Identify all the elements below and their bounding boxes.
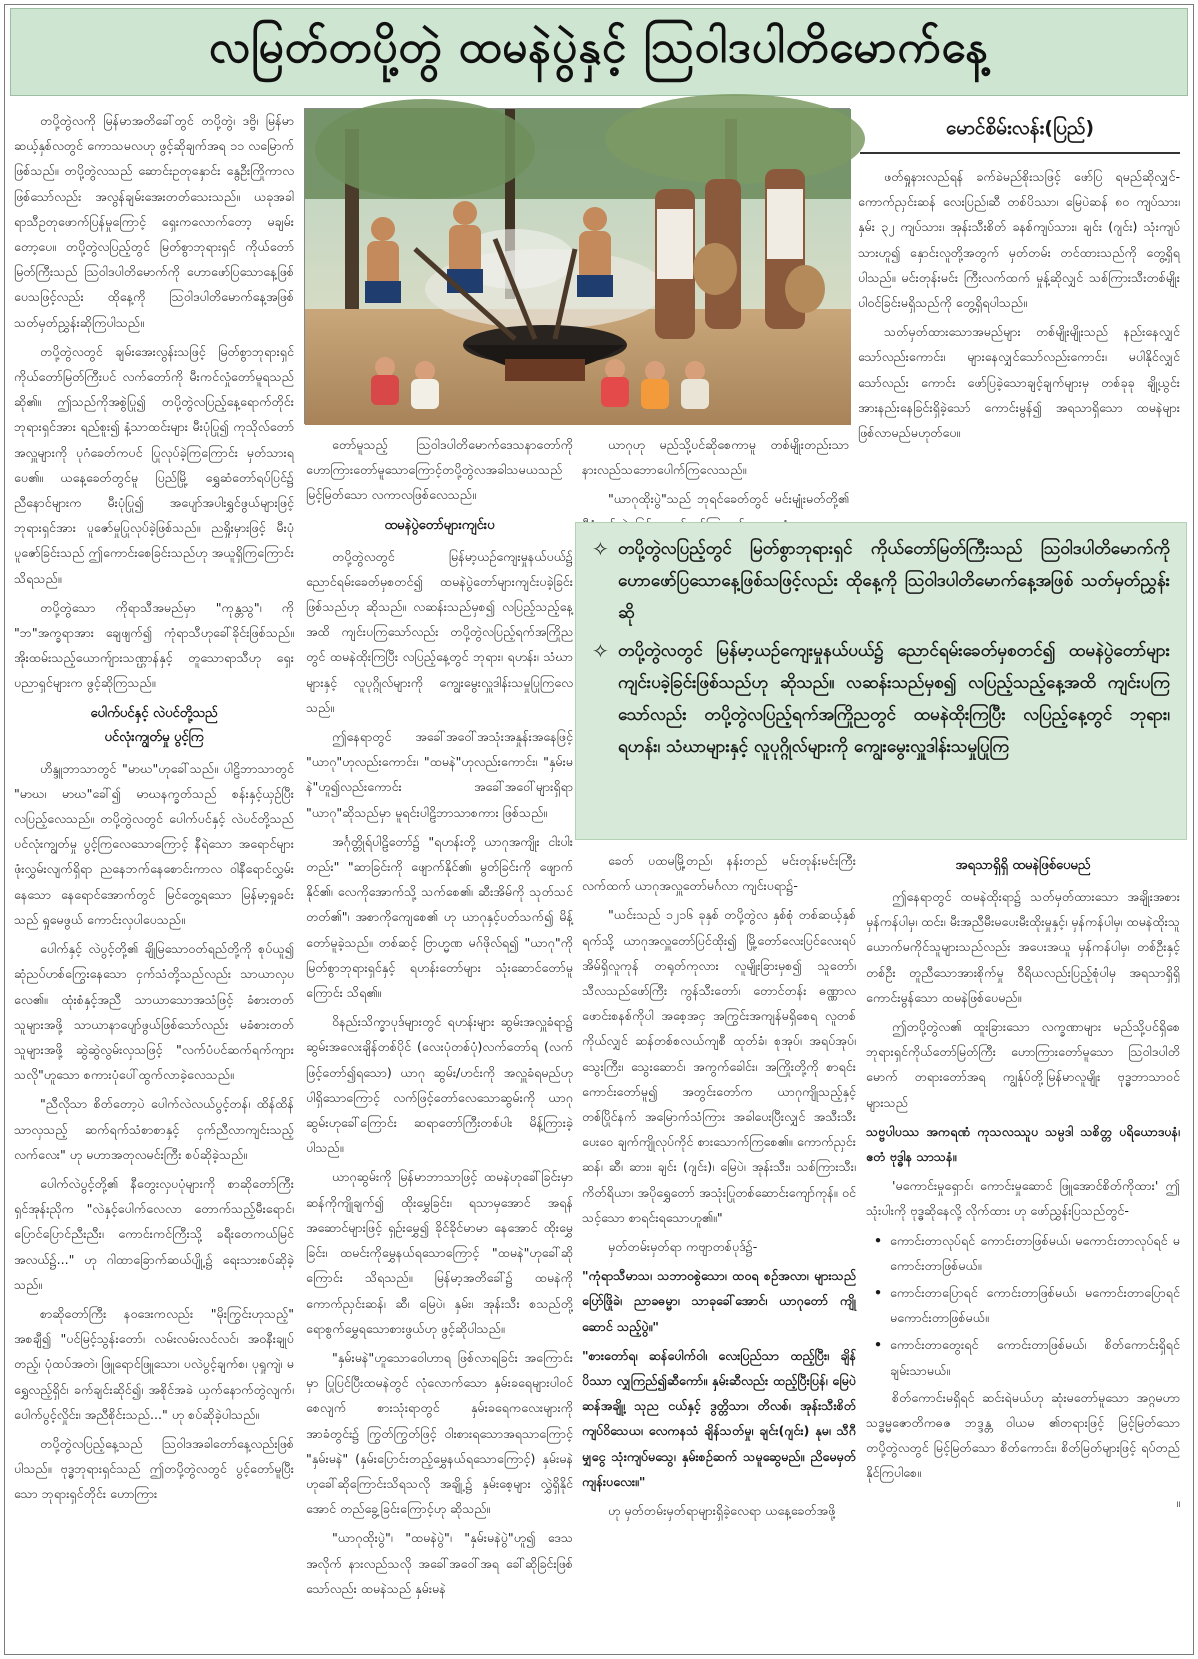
paragraph: အင်္ဂုတ္တိုရ်ပါဠိတော်၌ "ရဟန်းတို့ ယာဂုအကျိုး ငါးပါးတည်း" "ဆာခြင်းကို ဖျောက်နိုင်၏၊ မွတ်ခြင်းကို ဖျောက်နိုင်၏၊ လေကိုအောက်သို့ သက်စေ၏၊ ဆီးအိမ်ကို သုတ်သင်တတ်၏"၊ အစာကိုကျေစေ၏ ဟု ယာဂုနှင့်ပတ်သက်၍ မိန့်တော်မူခဲ့သည်။ တစ်ဆင့် ဗြာဟ္မဏ မဂ်ဖိုလ်ရ၍ "ယာဂု"ကို မြတ်စွာဘုရားရှင်နှင့် ရဟန်းတော်များ သုံးဆောင်တော်မူကြောင်း သိရ၏။ [306, 833, 573, 1001]
column-6 [582, 848, 856, 1648]
sparkle-icon: ✧ [592, 639, 609, 663]
column-1 [14, 108, 294, 1648]
pull-quote-box [575, 522, 1187, 840]
teaching-list [866, 1228, 1180, 1383]
festival-photo [304, 108, 850, 424]
sparkle-icon: ✧ [592, 537, 609, 561]
section-heading: အရသာရှိရှိ ထမနဲဖြစ်ပေမည် [955, 858, 1091, 873]
festival-photo-illustration [305, 109, 851, 425]
section-heading-line-1: ပေါက်ပင်နှင့် လဲပင်တို့သည် [90, 705, 218, 721]
column-2 [306, 432, 573, 1648]
paragraph: ဟိန္ဒူဘာသာတွင် "မာဃ"ဟုခေါ်သည်။ ပါဠိဘာသာတွင် "မာဃ၊ မာဃ"ခေါ်၍ မာဃနက္ခတ်သည် စန်းနှင့်ယှဉ်ပြီး လပြည့်လေသည်။ တပို့တွဲလတွင် ပေါက်ပင်နှင့် လဲပင်တို့သည် ပင်လုံးကျွတ်မှု ပွင့်ကြလေသောကြောင့် နီရဲသော အရောင်များ ဖုံးလွှမ်းလျက်ရှိရာ ညနေဘက်နေစောင်းကာလ ဝါနီရောင်လွှမ်းနေသော နေရောင်အောက်တွင် မြင်တွေ့ရသော မြန်မာ့ရှုခင်းသည် ရှုမေဖွယ် ကောင်းလှပါပေသည်။ [14, 760, 294, 927]
paragraph: "ယင်းသည် ၁၂၁၆ ခုနှစ် တပို့တွဲလ နှစ်စုံ တစ်ဆယ့်နှစ်ရက်သို့ ယာဂုအလှူတော်ပြင်ထိုး၍ မြို့တော်လေးပြင်လေးရပ် အိမ်ရှိလူကုန် တရုတ်ကုလား လူမျိုးခြားမှစ၍ သူတော်၊ သီလသည်ဖော်ကြီး ကွန်သီးတော်၊ တောင်တန်း ဓဏ္ဏာလဖောင်းစနစ်ကိုပါ အစေ့အငှ အကြွင်းအကျန်မရှိစေရ လူတစ်ကိုယ်လျှင် ဆန်တစ်စလယ်ကျစီ ထုတ်ခံ၊ စုအုပ်၊ အရပ်အုပ်၊ သွေးကြီး၊ သွေးဆောင်၊ အကွက်ခေါင်း၊ အကြိုးတို့ကို စာရင်းကောင်းတော်မူ၍ အတွင်းတော်က ယာဂုကျိုသည့်နှင့်တစ်ပြိုင်နက် အမြောက်သံကြား အခါပေးပြီးလျှင် အသီးသီးပေးဝေ ချက်ကျိုလုပ်ကိုင် စားသောက်ကြစေ၏။ ကောက်ညှင်းဆန်၊ ဆီ၊ ဆား၊ ချင်း (ဂျင်း)၊ မြေပဲ၊ အုန်းသီး၊ သစ်ကြားသီး၊ ကိတ်ရိယာ၊ အပိုရွှေတော် အသုံးပြုတစ်ဆောင်းကျော်ကုန်။ ဝင်သင့်သော စာရင်းရသောဟူ၏။" [582, 907, 856, 1225]
paragraph: ပေါက်လဲပွင့်တို့၏ နီတွေးလှပပုံများကို စာဆိုတော်ကြီး ရှင်အုန်းညိုက "လဲနှင့်ပေါက်လေလာ တောက်သည့်မီးရောင်၊ ပြောင်ပြောင်ညီးညီး၊ ကောင်းကင်ကြီးသို့ ခရီးတေကယ်မြင်အလယ်၌..." ဟု ဂါထာခြောက်ဆယ်ပျို့၌ ရေးသားစပ်ဆိုခဲ့သည်။ [14, 1175, 294, 1292]
paragraph: ဟု မှတ်တမ်းမှတ်ရာများရှိခဲ့လေရာ ယနေ့ခေတ်အဖို့ [608, 1503, 836, 1519]
paragraph: တပို့တွဲလတွင် ချမ်းအေးလွန်းသဖြင့် မြတ်စွာဘုရားရှင်ကိုယ်တော်မြတ်ကြီးပင် လက်တော်ကို မီးကင်လှုံတော်မူရသည်ဆို၏။ ဤသည်ကိုအစွဲပြု၍ တပို့တွဲလပြည့်နေ့ရောက်တိုင်း ဘုရားရှင်အား ရည်စူး၍ နံ့သာထင်းများ မီးပုံပြု၍ ကုသိုလ်တော်အလှူများကို ပုဂံခေတ်ကပင် ပြုလုပ်ခဲ့ကြကြောင်း မှတ်သားရပေ၏။ ယနေ့ခေတ်တွင်မူ ပြည်မြို့ ရွှေဆံတော်ရပ်ပြင်၌ ညီနောင်များက မီးပုံပြု၍ အပျော်အပါးရွှင်ဖွယ်များဖြင့် ဘုရားရှင်အား ပူဇော်မှုပြုလုပ်ခဲ့ဖြစ်သည်။ ညရှိုးမှားဖြင့် မီးပုံပူဇော်ခြင်းသည် ဤကောင်းစေခြင်းသည်ဟု အယူရှိကြကြောင်းသိရသည်။ [14, 343, 294, 586]
section-heading: ထမနဲပွဲတော်များကျင်းပ [384, 517, 495, 533]
paragraph: စိတ်ကောင်းမရှိရင် ဆင်းရဲမယ်ဟု ဆုံးမတော်မူသော အဂ္ဂမဟာ သဒ္ဓမ္မဇောတိကဓဇ ဘဒ္ဒန္တ ဝါယမ ၏တရားဖြင့် မြင့်မြတ်သောတပို့တွဲလတွင် မြင့်မြတ်သော စိတ်ကောင်း၊ စိတ်မြတ်များဖြင့် ရပ်တည် နိုင်ကြပါစေ။ [866, 1389, 1180, 1481]
paragraph: တပို့တွဲလကို မြန်မာအတိခေါ်တွင် တပို့တွဲ၊ ဒဗ္ဗိ၊ မြန်မာဆယ့်နှစ်လတွင် ကောသမလဟု ဖွင့်ဆိုချက်အရ ၁၁ လမြောက်ဖြစ်သည်။ တပို့တွဲလသည် ဆောင်းဥတုနှောင်း နွေဦးကြိုကာလဖြစ်သော်လည်း အလွန်ချမ်းအေးတတ်သေးသည်။ ယခုအခါ ရာသီဥတုဖောက်ပြန်မှုကြောင့် ရှေးကလောက်တော့ မချမ်းတော့ပေ။ တပို့တွဲလပြည့်တွင် မြတ်စွာဘုရားရှင် ကိုယ်တော်မြတ်ကြီးသည် သြဝါဒပါတိမောက်ကို ဟောဖော်ပြသောနေ့ဖြစ်ပေသဖြင့်လည်း ထိုနေ့ကို သြဝါဒပါတိမောက်နေ့အဖြစ် သတ်မှတ်ညွှန်းဆိုကြပါသည်။ [14, 113, 294, 330]
headline: လမြတ်တပို့တွဲ ထမနဲပွဲနှင့် သြဝါဒပါတိမောက်နေ့ [208, 22, 990, 73]
pull-quote-item [592, 533, 1170, 629]
paragraph: ဤနေရာတွင် အခေါ်အဝေါ်အသုံးအနှုန်းအနေဖြင့် "ယာဂု"ဟုလည်းကောင်း၊ "ထမနဲ"ဟုလည်းကောင်း၊ "နှမ်းမနဲ"ဟူ၍လည်းကောင်း အခေါ်အဝေါ်များရှိရာ "ယာဂု"ဆိုသည်မှာ မူရင်းပါဠိဘာသာစကား ဖြစ်သည်။ [306, 729, 573, 820]
verse-line: "ကုံရာသီမာသ၊ သဘာဝစွဲသော၊ ထဝရ စဉ်အလာ၊ များသည်ပြော်ဖြိုခဲ၊ ညာခဓမ္မာ၊ သာခုခေါ်အောင်၊ ယာဂုတော် ကျိုဆောင် သည့်ပွဲ။" [582, 1268, 856, 1334]
headline-banner [10, 8, 1188, 96]
paragraph: "ညီလိုသာ စိတ်တော့ပဲ ပေါက်လဲလယ်ပွင့်တန်၊ ထိန်ထိန်သာလှသည့် ဆက်ရက်သံစာစာနှင့် ငှက်ညီလာကျင်းသည့်လက်လေး" ဟု မဟာအတုလမင်းကြီး စပ်ဆိုခဲ့သည်။ [14, 1096, 294, 1162]
pull-quote-text: တပို့တွဲလပြည့်တွင် မြတ်စွာဘုရားရှင် ကိုယ်တော်မြတ်ကြီးသည် သြဝါဒပါတိမောက်ကို ဟောဖော်ပြသောနေ့ဖြစ်သဖြင့်လည်း ထိုနေ့ကို သြဝါဒပါတိမောက်နေ့အဖြစ် သတ်မှတ်ညွှန်းဆို [618, 539, 1170, 623]
section-heading-line-2: ပင်လုံးကျွတ်မှု ပွင့်ကြ [104, 729, 204, 745]
column-4 [858, 164, 1180, 520]
paragraph: တပို့တွဲလတွင် မြန်မာ့ယဉ်ကျေးမှုနယ်ပယ်၌ ညောင်ရမ်းခေတ်မှစတင်၍ ထမနဲပွဲတော်များကျင်းပခဲ့ခြင်းဖြစ်သည်ဟု ဆိုသည်။ လဆန်းသည်မှစ၍ လပြည့်သည့်နေ့အထိ ကျင်းပကြသော်လည်း တပို့တွဲလပြည့်ရက်အကြိုညတွင် ထမနဲထိုးကြပြီး လပြည့်နေ့တွင် ဘုရား၊ ရဟန်း၊ သံဃာများနှင့် လူပုဂ္ဂိုလ်များကို ကျွေးမွေးလှူဒါန်းသမှုပြုကြလေသည်။ [306, 548, 573, 715]
pull-quote-item [592, 635, 1170, 763]
paragraph: တပို့တွဲလပြည့်နေ့သည် သြဝါဒအခါတော်နေ့လည်းဖြစ်ပါသည်။ ဗုဒ္ဓဘုရားရှင်သည် ဤတပို့တွဲလတွင် ပွင့်တော်မူပြီးသော ဘုရားရှင်တိုင်း ဟောကြား [14, 1435, 294, 1502]
paragraph: 'မကောင်းမှုရှောင်၊ ကောင်းမှုဆောင် ဖြူအောင်စိတ်ကိုထား' ဤသုံးပါးကို ဗုဒ္ဓဆိုနေလို့ လိုက်ထား ဟု ဖော်ညွှန်းပြသည်တွင်- [866, 1178, 1180, 1219]
paragraph: "ယာဂုထိုးပွဲ"သည် ဘုရင်ခေတ်တွင် မင်းမျုံးမတ်တို့၏ [608, 491, 849, 507]
paragraph: "နှမ်းမနဲ"ဟူသောဝေါဟာရ ဖြစ်လာရခြင်း အကြောင်းမှာ ပြုပြင်ပြီးထမနဲတွင် လုံလောက်သော နှမ်းခရေများပါဝင်စေလျက် စားသုံးရာတွင် နှမ်းခရေကလေးများကို အာခံတွင်း၌ ကြွတ်ကြွတ်ဖြင့် ဝါးစားရသောအရသာကြောင့် "နှမ်းမနဲ" (နှမ်းပြောင်းတည့်မွှေနယ်ရသောကြောင့်) နှမ်းမနဲဟုခေါ်ဆိုကြောင်းသိရသလို အချို့၌ နှမ်းစေ့များ လွှဲရှိနိုင်အောင် တည်ခွေ့ခြင်းကြောင့်ဟု ဆိုသည်။ [306, 1349, 573, 1517]
author-name: မောင်စိမ်းလန်း(ပြည်) [945, 117, 1095, 139]
pull-quote-text: တပို့တွဲလတွင် မြန်မာ့ယဉ်ကျေးမှုနယ်ပယ်၌ ညောင်ရမ်းခေတ်မှစတင်၍ ထမနဲပွဲတော်များကျင်းပခဲ့ခြင်းဖြစ်သည်ဟု ဆိုသည်။ လဆန်းသည်မှစ၍ လပြည့်သည့်နေ့အထိ ကျင်းပကြသော်လည်း တပို့တွဲလပြည့်ရက်အကြိုညတွင် ထမနဲထိုးကြပြီး လပြည့်နေ့တွင် ဘုရား၊ ရဟန်း၊ သံဃာများနှင့် လူပုဂ္ဂိုလ်များကို ကျွေးမွေးလှူဒါန်းသမှုပြုကြ [618, 641, 1170, 757]
verse-quote [582, 1263, 856, 1494]
list-item: • ကောင်းတာပြောရင် ကောင်းတာဖြစ်မယ်၊ မကောင်းတာပြောရင် မကောင်းတာဖြစ်မယ်။ [874, 1280, 1180, 1330]
paragraph: ခေတ် ပထမမြို့တည်၊ နန်းတည် မင်းတုန်းမင်းကြီးလက်ထက် ယာဂုအလှူတော်မင်္ဂလာ ကျင်းပရာ၌- [582, 853, 856, 894]
paragraph: ဖတ်ရှုနားလည်ရန် ခက်ခဲမည်စိုးသဖြင့် ဖော်ပြ ရမည်ဆိုလျှင်- ကောက်ညှင်းဆန် လေးပြည်၊ဆီ တစ်ပိဿာ၊ မြေပဲဆန် ၈၀ ကျပ်သား၊ နှမ်း ၃၂ ကျပ်သား၊ အုန်းသီးစိတ် ခနစ်ကျပ်သား၊ ချင်း (ဂျင်း) သုံးကျပ်သားဟူ၍ နှောင်းလူတို့အတွက် မှတ်တမ်း တင်ထားသည်ကို တွေ့ရှိရပါသည်။ မင်းတုန်းမင်း ကြီးလက်ထက် မှုန့်ဆိုလျှင် သစ်ကြားသီးတစ်မျိုး ပါဝင်ခြင်းမရှိသည်ကို တွေ့ရှိရပါသည်။ [858, 169, 1180, 311]
list-item: • ကောင်းတာတွေးရင် ကောင်းတာဖြစ်မယ်၊ စိတ်ကောင်းရှိရင် ချမ်းသာမယ်။ [874, 1332, 1180, 1382]
column-3 [582, 432, 849, 522]
end-mark: ။ [1176, 1494, 1180, 1510]
paragraph: ဤတပို့တွဲလ၏ ထူးခြားသော လက္ခဏာများ မည်သို့ပင်ရှိစေ ဘုရားရှင်ကိုယ်တော်မြတ်ကြီး ဟောကြားတော်မူသော သြဝါဒပါတိမောက် တရားတော်အရ ကျွန်ုပ်တို့မြန်မာလူမျိုး ဗုဒ္ဓဘာသာဝင်များသည် [866, 1019, 1180, 1110]
paragraph: မှတ်တမ်းမှတ်ရာ ကဗျာတစ်ပုဒ်၌- [608, 1239, 758, 1255]
author-byline [860, 108, 1180, 154]
paragraph: ဤနေရာတွင် ထမနဲထိုးရာ၌ သတ်မှတ်ထားသော အချိုးအစားမှန်ကန်ပါမှ၊ ထင်း၊ မီးအညီမီးမပေးမီးထိုးမှုနှင့်၊ မှန်ကန်ပါမှ၊ ထမနဲထိုးသူ ယောက်မကိုင်သူများသည်လည်း အပေးအယူ မှန်ကန်ပါမှ၊ တစ်ဦးနှင့်တစ်ဦး တူညီသောအားစိုက်မှု ဝီရိယလည်းပြည့်စုံပါမှ အရသာရှိရှိကောင်းမွန်သော ထမနဲဖြစ်ပေမည်။ [866, 889, 1180, 1005]
section-heading [14, 702, 294, 750]
paragraph: တော်မူသည့် သြဝါဒပါတိမောက်ဒေသနာတော်ကို ဟောကြားတော်မူသောကြောင့်တပို့တွဲလအခါသမယသည် မြင့်မြတ်သော လကာလဖြစ်လေသည်။ [306, 437, 573, 503]
paragraph: ယာဂုဆွမ်းကို မြန်မာဘာသာဖြင့် ထမနဲဟုခေါ်ခြင်းမှာ ဆန်ကိုကျိုချက်၍ ထိုးမွှေခြင်း၊ ရသာမှအောင် အရန်အဆောင်များဖြင့် ရှဉ်းမွှေ၍ ခိုင်ခိုင်မာမာ နေအောင် ထိုးမွှေခြင်း၊ ထမင်းကိုမွှေနယ်ရသောကြောင့် "ထမနဲ"ဟုခေါ်ဆိုကြောင်း သိရသည်။ မြန်မာ့အတိခေါ်၌ ထမနဲကို ကောက်ညှင်းဆန်၊ ဆီ၊ မြေပဲ၊ နှမ်း၊ အုန်းသီး စသည်တို့ ရောစွက်မွှေရသောစားဖွယ်ဟု ဖွင့်ဆိုပါသည်။ [306, 1169, 573, 1336]
pali-text: သဗ္ဗပါပဿ အကရဏံ ကုသလဿူပ သမ္ပဒါ သစိတ္တ ပရိယောဒပနံ၊ ဧတံ ဗုဒ္ဓါန သာသနံ။ [866, 1123, 1180, 1165]
paragraph: သတ်မှတ်ထားသောအမည်များ တစ်မျိုးမျိုးသည် နည်းနေလျှင်သော်လည်းကောင်း၊ များနေလျှင်သော်လည်းကောင်း၊ မပါနိုင်လျှင်သော်လည်း ကောင်း ဖော်ပြခဲ့သောချင့်ချက်များမှ တစ်ခုခု ချို့ယွင်းအားနည်းနေခြင်းရှိခဲ့သော် ကောင်းမွန်၍ အရသာရှိသော ထမနဲများဖြစ်လာမည်မဟုတ်ပေ။ [858, 324, 1180, 441]
paragraph: ဝိနည်းသိက္ခာပုဒ်များတွင် ရဟန်းများ ဆွမ်းအလှူခံရာ၌ ဆွမ်းအလေးချိန်တစ်ပိုင် (လေးပုံတစ်ပုံ)လက်တော်ရ (လက်ဖြင့်တော်၍ရသော) ယာဂု ဆွမ်း/ဟင်းကို အလှူခံရမည်ဟု ပါရှိသောကြောင့် လက်ဖြင့်တော်လေသောဆွမ်းကို ယာဂုဆွမ်းဟုခေါ်ကြောင်း ဆရာတော်ကြီးတစ်ပါး မိန့်ကြားခဲ့ပါသည်။ [306, 1014, 573, 1156]
paragraph: စာဆိုတော်ကြီး နဝဒေးကလည်း "မိုးကြွင်းဟုသည့်" အစချီ၍ "ပင်မြင့်သွန်းတော်၊ လမ်းလမ်းလင်လင်၊ အဝနီးချုပ်တည့်၊ ပုံထပ်အတဲ၊ ဖြူရောင်ဖြူသော၊ ပလဲပွင့်ချက်စ၊ ပုရှုကျဲ၊ မရွှေလည့်ရှိင်၊ ခက်ချင်းဆိုင်၍၊ အစိုင်အခဲ ယှက်နောက်တွဲလျက်၊ ပေါက်ပွင့်လှိုင်း၊ အညီစိုင်းသည်..." ဟု စပ်ဆိုခဲ့ပါသည်။ [14, 1305, 294, 1422]
pali-verse [866, 1119, 1180, 1169]
paragraph: "ယာဂုထိုးပွဲ"၊ "ထမနဲပွဲ"၊ "နှမ်းမနဲပွဲ"ဟူ၍ ဒေသအလိုက် နားလည်သလို အခေါ်အဝေါ်အရ ခေါ်ဆိုခြင်းဖြစ်သော်လည်း ထမနဲသည် နှမ်းမနဲ [306, 1530, 573, 1596]
paragraph: တပို့တွဲသော ကိုရာသီအမည်မှာ "ကုန္တသွ"၊ ကို "ဘ"အက္ခရာအား ချေဖျက်၍ ကုံရာသီဟုခေါ်ခိုင်းဖြစ်သည်။ အိုးထမ်းသည့်ယောက်ျားသဏ္ဌာန်နှင့် တူသောရာသီဟု ရှေးပညာရှင်များက ဖွင့်ဆိုကြသည်။ [14, 599, 294, 691]
column-7 [866, 848, 1180, 1648]
list-item: • ကောင်းတာလုပ်ရင် ကောင်းတာဖြစ်မယ်၊ မကောင်းတာလုပ်ရင် မကောင်းတာဖြစ်မယ်။ [874, 1228, 1180, 1278]
paragraph: ယာဂုဟု မည်သို့ပင်ဆိုစေကာမူ တစ်မျိုးတည်းသာ နားလည်သဘောပေါက်ကြလေသည်။ [582, 437, 849, 478]
verse-line: "စားတော်ရ၊ ဆန်ပေါက်ဝါ၊ လေးပြည်သာ ထည့်ပြီး၊ ချိန်ပိဿာ လျှကြည်၍ဆီကော်။ နှမ်းဆီလည်း ထည့်ပြီးပြန်၊ မြေပဲဆန်အချို့၊ သုည ငယ်နှင့် ဒွတ္တိသာ၊ တိလစ်၊ အုန်းသီးစိတ် ကျပ်ဝိသေယ၊ လေကနသံ ချိန်သတ်မှု၊ ချင်း(ဂျင်း) နုမ၊ သီဂီမျှငွေ သုံးကျပ်မသွေ၊ နှမ်းစဉ်ဆက် သမူဆွေမည်။ ညိမေမှတ်ကျန်းပလေး။" [582, 1347, 856, 1489]
paragraph: ပေါက်နှင့် လဲပွင့်တို့၏ ချိုမြသောဝတ်ရည်တို့ကို စုပ်ယူ၍ ဆုံညပ်ဟစ်ကြွေးနေသော ငှက်သံတို့သည်လည်း သာယာလှပလေ၏။ ထုံးစံနှင့်အညီ သာယာသောအသံဖြင့် ခံစားတတ်သူများအဖို့ သာယာနာပျော်ဖွယ်ဖြစ်သော်လည်း မခံစားတတ်သူများအဖို့ ဆွဲဆွဲလွမ်းလှသဖြင့် "လက်ပံပင်ဆက်ရက်ကျားသလို"ဟူသော စကားပုံပေါ်ထွက်လာခဲ့လေသည်။ [14, 941, 294, 1083]
